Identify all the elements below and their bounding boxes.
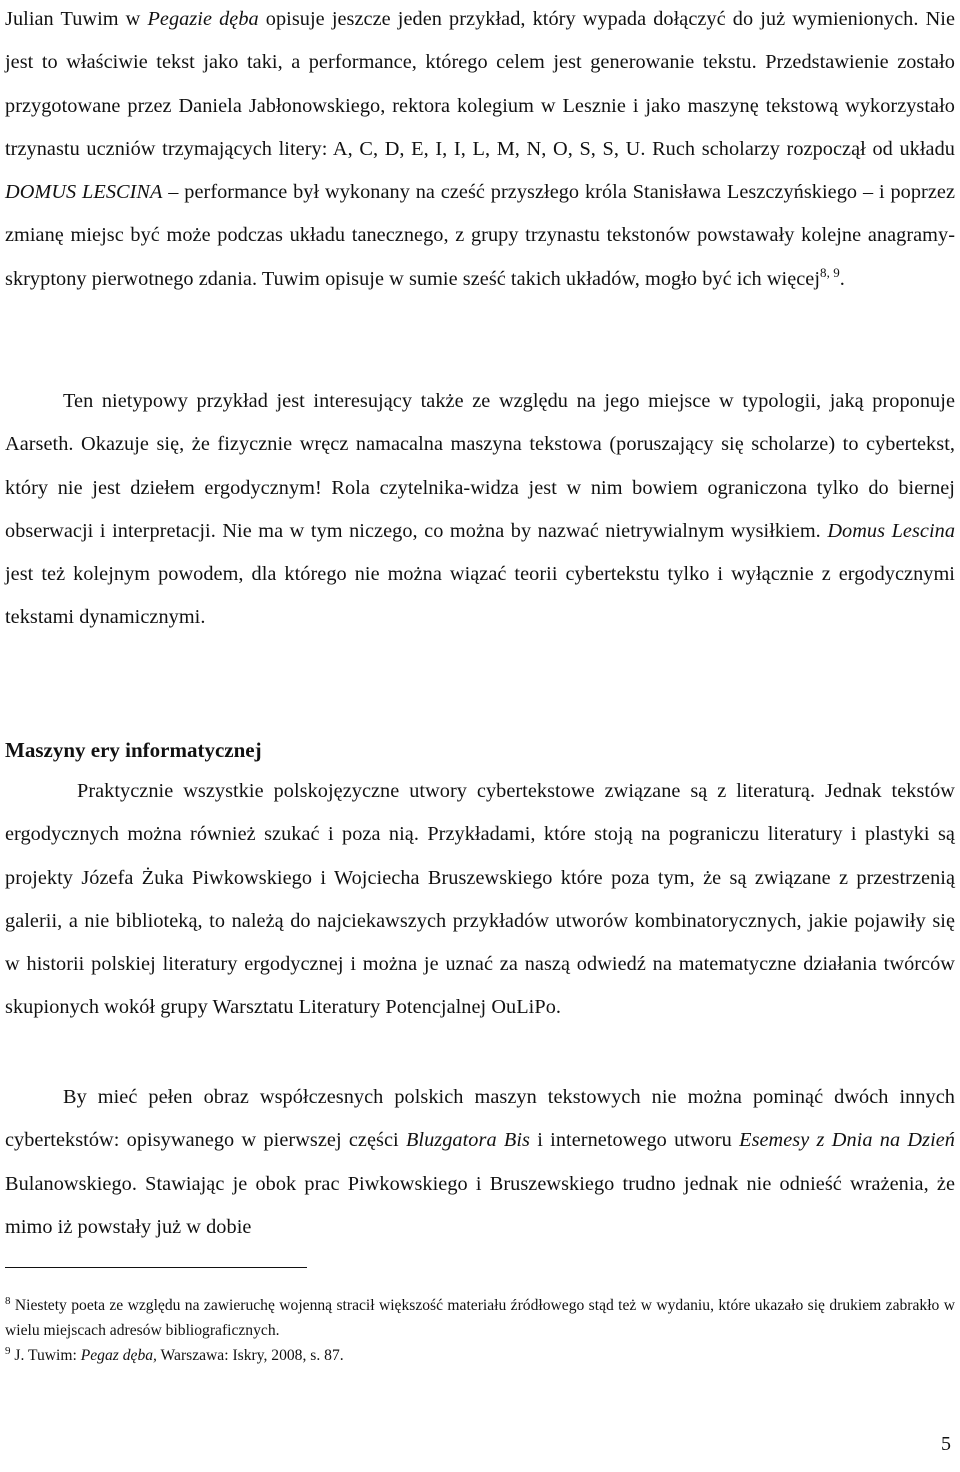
- footnote-text: Warszawa: Iskry, 2008, s. 87.: [156, 1347, 344, 1364]
- text-run: By mieć pełen obraz współczesnych polskich maszyn tekstowych nie można pominąć dwóch innych cybertekstów: opisywanego w pierwszej części: [5, 1086, 955, 1152]
- footnote-separator: [5, 1267, 307, 1268]
- footnote-reference[interactable]: 8, 9: [820, 265, 840, 281]
- footnote-9: [5, 1343, 955, 1368]
- footnotes: [5, 1293, 955, 1368]
- text-run: Praktycznie wszystkie polskojęzyczne utwory cybertekstowe związane są z literaturą. Jednak tekstów ergodycznych można również szukać i poza nią. Przykładami, które stoją na pograniczu literatury i plastyki są projekty Józefa Żuka Piwkowskiego i Wojciecha Bruszewskiego które poza tym, że są związane z przestrzenią galerii, a nie biblioteką, to należą do najciekawszych przykładów utworów kombinatorycznych, jakie pojawiły się w historii polskiej literatury ergodycznej i można je uznać za naszą odwiedź na matematyczne działania twórców skupionych wokół grupy Warsztatu Literatury Potencjalnej OuLiPo.: [5, 780, 955, 1019]
- section-heading: Maszyny ery informatycznej: [5, 738, 262, 762]
- text-run: .: [839, 267, 845, 290]
- footnote-number: 9: [5, 1344, 11, 1357]
- italic-bluzgator: Bluzgatora Bis: [405, 1129, 530, 1152]
- italic-pegaz-deba: Pegaz dęba,: [80, 1347, 157, 1364]
- paragraph-aarseth-typology: [5, 380, 955, 640]
- footnote-text: J. Tuwim:: [10, 1347, 81, 1364]
- text-run: Julian Tuwim w: [5, 8, 148, 30]
- footnote-8: [5, 1293, 955, 1343]
- footnote-text: Niestety poeta ze względu na zawieruchę wojenną stracił większość materiału źródłowego stąd też w wydaniu, które ukazało się drukiem zabrakło w wielu miejscach adresów bibliograficznych.: [5, 1297, 955, 1339]
- paragraph-text-machines: [5, 1076, 955, 1249]
- paragraph-tuwim-performance: [5, 0, 955, 301]
- italic-title-pegaz: Pegazie dęba: [147, 8, 259, 30]
- footnote-number: 8: [5, 1294, 11, 1307]
- text-run: Bulanowskiego. Stawiając je obok prac Piwkowskiego i Bruszewskiego trudno jednak nie odnieść wrażenia, że mimo iż powstały już w dobie: [5, 1172, 955, 1238]
- italic-domus-lescina: DOMUS LESCINA: [5, 181, 163, 204]
- page-number: 5: [941, 1433, 951, 1455]
- text-run: opisuje jeszcze jeden przykład, który wypada dołączyć do już wymienionych. Nie jest to właściwie tekst jako taki, a performance, którego celem jest generowanie tekstu. Przedstawienie zostało przygotowane przez Daniela Jabłonowskiego, rektora kolegium w Lesznie i jako maszynę tekstową wykorzystało trzynastu uczniów trzymających litery: A, C, D, E, I, I, L, M, N, O, S, S, U. Ruch scholarzy rozpoczął od układu: [5, 8, 956, 160]
- italic-domus-lescina: Domus Lescina: [827, 519, 956, 542]
- text-run: – performance był wykonany na cześć przyszłego króla Stanisława Leszczyńskiego – i poprzez zmianę miejsc być może podczas układu tanecznego, z grupy trzynastu tekstonów powstawały kolejne anagramy-skryptony pierwotnego zdania. Tuwim opisuje w sumie sześć takich układów, mogło być ich więcej: [5, 181, 956, 290]
- text-run: i internetowego utworu: [529, 1129, 740, 1152]
- text-run: jest też kolejnym powodem, dla którego nie można wiązać teorii cybertekstu tylko i wyłącznie z ergodycznymi tekstami dynamicznymi.: [5, 563, 955, 629]
- italic-esemesy: Esemesy z Dnia na Dzień: [739, 1129, 955, 1152]
- text-run: Ten nietypowy przykład jest interesujący także ze względu na jego miejsce w typologii, jaką proponuje Aarseth. Okazuje się, że fizycznie wręcz namacalna maszyna tekstowa (poruszający się scholarze) to cybertekst, który nie jest dziełem ergodycznym! Rola czytelnika-widza jest w nim bowiem ograniczona tylko do biernej obserwacji i interpretacji. Nie ma w tym niczego, co można by nazwać nietrywialnym wysiłkiem.: [5, 390, 955, 542]
- paragraph-polish-cybertexts: [5, 770, 955, 1030]
